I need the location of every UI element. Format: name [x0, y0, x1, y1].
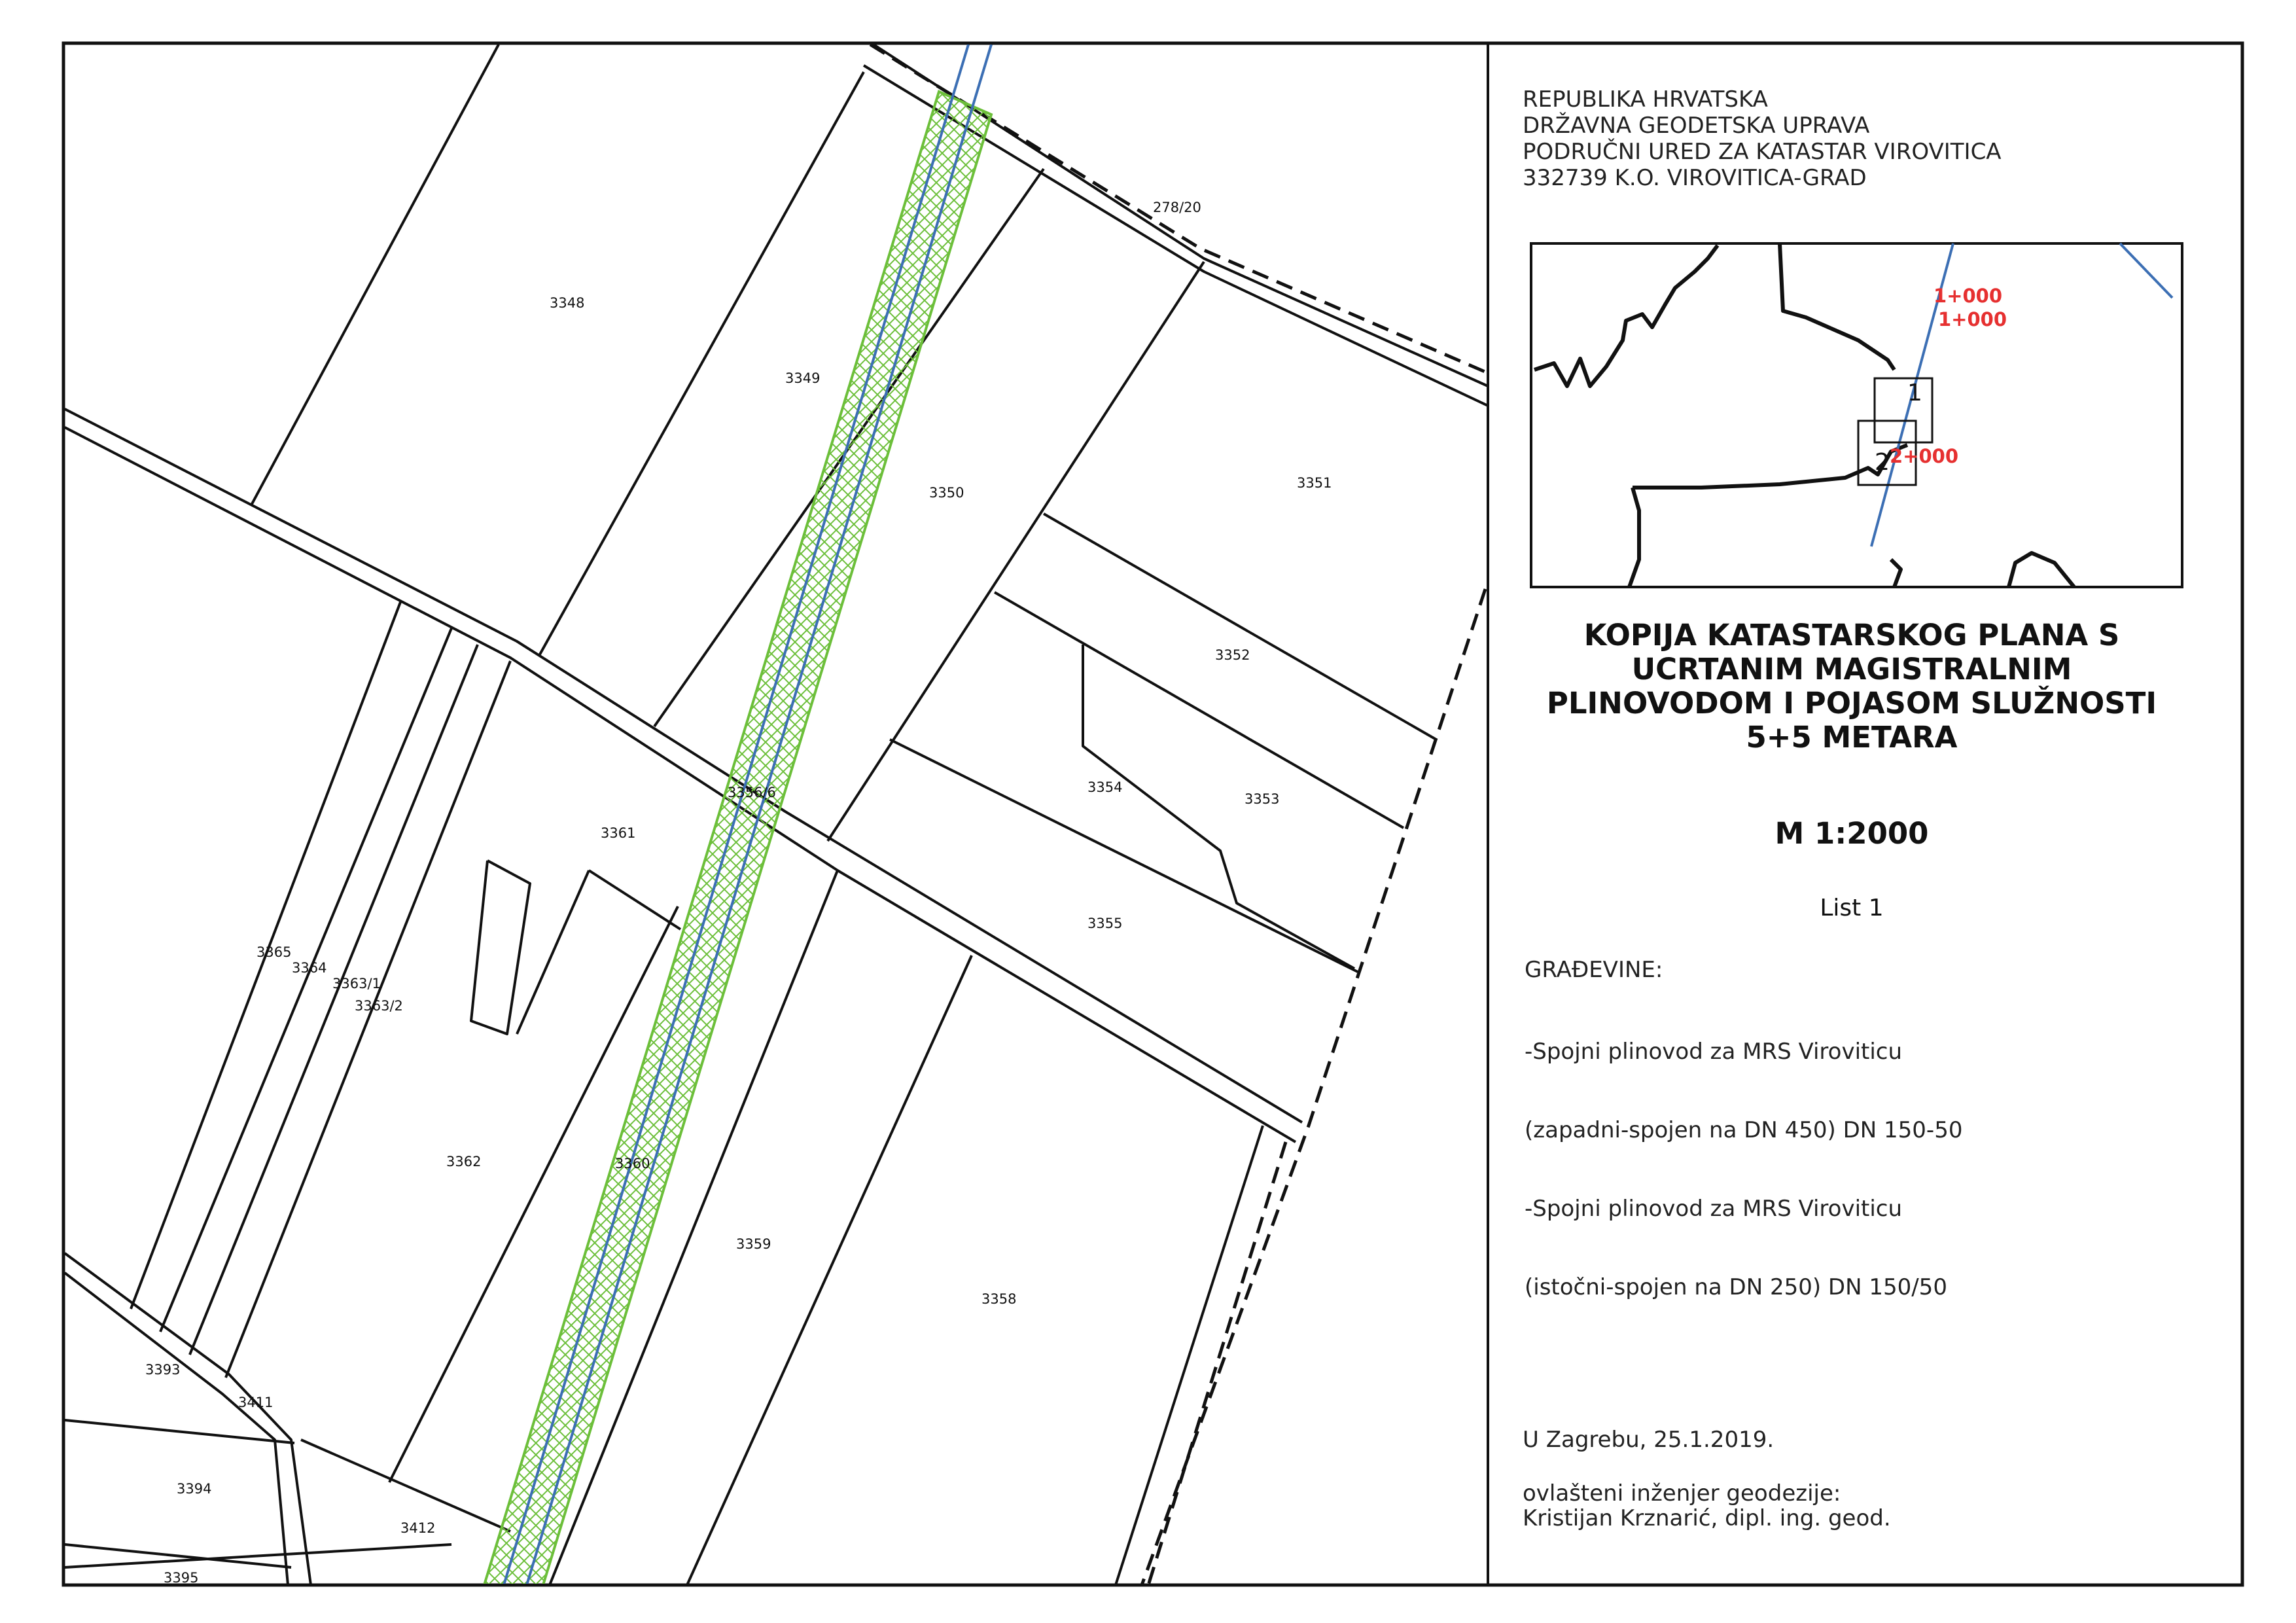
chainage-label: 1+000	[1938, 308, 2007, 330]
parcel-label: 3356/6	[728, 785, 776, 800]
works-line: (istočni-spojen na DN 250) DN 150/50	[1525, 1274, 1947, 1300]
parcel-label: 3393	[145, 1362, 181, 1378]
parcel-boundary	[687, 955, 972, 1585]
parcel-label: 278/20	[1153, 200, 1201, 215]
chainage-label: 1+000	[1934, 285, 2003, 307]
parcel-boundary	[226, 661, 510, 1378]
gas-pipeline	[527, 45, 991, 1585]
chainage-label: 2+000	[1890, 445, 1959, 467]
parcel-label: 3394	[177, 1481, 212, 1497]
parcel-label: 3359	[736, 1236, 771, 1252]
overview-map	[1531, 243, 2182, 587]
parcel-label: 3361	[601, 825, 636, 841]
parcel-label: 3395	[164, 1570, 199, 1586]
parcel-label: 3355	[1087, 916, 1123, 931]
works-list	[1525, 986, 1962, 1327]
parcel-label: 3348	[550, 295, 585, 311]
sheet-index-number: 1	[1907, 380, 1922, 406]
road-edge	[65, 1273, 288, 1585]
title-line: PLINOVODOM I POJASOM SLUŽNOSTI	[1546, 686, 2157, 721]
building-outline	[589, 870, 680, 929]
building-outline	[471, 861, 530, 1034]
parcel-label: 3363/2	[355, 998, 403, 1014]
parcel-boundary	[1116, 1126, 1263, 1585]
header-line: DRŽAVNA GEODETSKA UPRAVA	[1523, 113, 1870, 139]
works-line: -Spojni plinovod za MRS Viroviticu	[1525, 1039, 1903, 1065]
header-line: 332739 K.O. VIROVITICA-GRAD	[1523, 165, 1867, 191]
parcel-boundary	[995, 592, 1404, 828]
map-title	[1485, 618, 2218, 755]
parcel-label: 3354	[1087, 779, 1123, 795]
parcel-boundary	[65, 1420, 294, 1443]
works-line: (zapadni-spojen na DN 450) DN 150-50	[1525, 1117, 1963, 1143]
parcel-label: 3350	[929, 485, 964, 501]
parcel-label: 3351	[1297, 475, 1332, 491]
cadastral-map	[65, 45, 1488, 1585]
gas-pipeline	[504, 45, 968, 1585]
parcel-boundary	[252, 45, 499, 504]
parcel-label: 3362	[446, 1154, 482, 1169]
parcel-label: 3360	[615, 1156, 650, 1171]
works-line: -Spojni plinovod za MRS Viroviticu	[1525, 1196, 1903, 1222]
header-line: PODRUČNI URED ZA KATASTAR VIROVITICA	[1523, 139, 2002, 165]
parcel-label: 3411	[238, 1395, 274, 1410]
surveyor-role: ovlašteni inženjer geodezije:	[1523, 1480, 1841, 1507]
parcel-boundary	[301, 1440, 510, 1531]
works-heading: GRAĐEVINE:	[1525, 957, 1663, 983]
map-scale: M 1:2000	[1775, 816, 1929, 851]
road-edge	[874, 45, 1488, 386]
surveyor-name: Kristijan Krznarić, dipl. ing. geod.	[1523, 1505, 1891, 1531]
parcel-boundary	[890, 740, 1358, 972]
parcel-label: 3353	[1245, 791, 1280, 807]
easement-strip	[484, 92, 991, 1585]
parcel-label: 3349	[785, 370, 821, 386]
sheet-index-number: 2	[1875, 449, 1890, 476]
parcel-label: 3352	[1215, 647, 1250, 663]
parcel-label: 3363/1	[332, 976, 381, 991]
road-edge	[65, 1253, 311, 1585]
parcel-boundary	[1044, 514, 1436, 740]
parcel-label: 3412	[400, 1520, 436, 1536]
parcel-boundary	[160, 628, 451, 1332]
parcel-label: 3358	[981, 1291, 1017, 1307]
title-line: 5+5 METARA	[1746, 720, 1958, 755]
header-line: REPUBLIKA HRVATSKA	[1523, 86, 1768, 113]
cadastral-boundary	[1148, 1142, 1286, 1585]
place-date: U Zagrebu, 25.1.2019.	[1523, 1427, 1775, 1453]
parcel-label: 3364	[292, 960, 327, 976]
parcel-boundary	[190, 645, 478, 1355]
institution-header	[1523, 86, 2002, 191]
overview-frame	[1531, 243, 2182, 587]
title-line: UCRTANIM MAGISTRALNIM	[1631, 652, 2072, 687]
parcel-boundary	[1083, 645, 1354, 969]
sheet-number: List 1	[1820, 895, 1884, 921]
parcel-label: 3365	[256, 944, 292, 960]
title-line: KOPIJA KATASTARSKOG PLANA S	[1583, 618, 2120, 652]
